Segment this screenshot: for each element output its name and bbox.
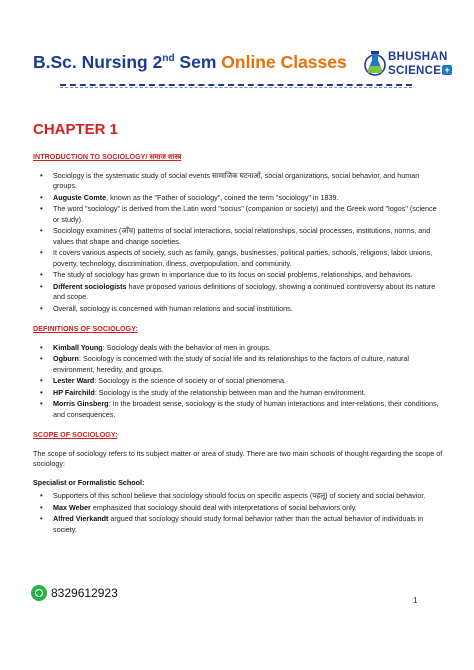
- scope-paragraph: The scope of sociology refers to its subject matter or area of study. There are two main schools of thought regarding the scope of sociology:: [33, 448, 443, 468]
- title-online-classes: Online Classes: [221, 52, 347, 72]
- list-item-lead: Lester Ward: [53, 376, 95, 385]
- list-item: [33, 204, 443, 225]
- list-item: [33, 343, 443, 354]
- list-item-text: , known as the "Father of sociology", coined the term "sociology" in 1839.: [106, 192, 339, 202]
- scope-list: [33, 491, 443, 535]
- list-item: [33, 304, 443, 315]
- list-item-text: : Sociology is the study of the relationship between man and the human environment.: [94, 387, 366, 397]
- list-item-text: It covers various aspects of society, such as family, gangs, businesses, political parties, schools, religions, labor unions, poverty, technology, discrimination, illness, overpopulation, and community.: [53, 248, 433, 268]
- list-item: [33, 248, 443, 269]
- list-item-text: have proposed various definitions of sociology, showing a continued controversy about its nature and scope.: [53, 281, 436, 301]
- intro-heading: INTRODUCTION TO SOCIOLOGY/ समाज शास्त्र: [33, 152, 182, 161]
- scope-heading: SCOPE OF SOCIOLOGY:: [33, 430, 118, 439]
- list-item: [33, 376, 443, 387]
- list-item-text: : Sociology is the science of society or of social phenomena.: [94, 376, 287, 385]
- intro-list: [33, 171, 443, 315]
- list-item-lead: Alfred Vierkandt: [53, 514, 109, 523]
- document-body: [33, 152, 443, 545]
- list-item: [33, 514, 443, 535]
- title-sem: Sem: [174, 52, 222, 72]
- list-item-text: argued that sociology should study formal behavior rather than the actual behavior of individuals in society.: [53, 514, 424, 534]
- logo-line2: SCIENCE: [388, 65, 442, 77]
- header-divider: [60, 84, 412, 86]
- list-item-text: : Sociology is concerned with the study of social life and its relationships to the factors of culture, natural environment, heredity, and groups.: [53, 354, 409, 374]
- list-item: [33, 399, 443, 420]
- list-item-lead: Max Weber: [53, 502, 91, 512]
- title-course: B.Sc. Nursing 2: [33, 52, 163, 72]
- list-item: [33, 491, 443, 502]
- header-divider-secondary: [60, 87, 412, 88]
- list-item: [33, 270, 443, 281]
- definitions-list: [33, 343, 443, 421]
- chapter-heading: CHAPTER 1: [33, 121, 119, 138]
- list-item-lead: Kimball Young: [53, 342, 103, 352]
- list-item-lead: Auguste Comte: [53, 192, 107, 202]
- flask-icon: [364, 48, 386, 80]
- plus-icon: +: [442, 65, 452, 75]
- list-item-lead: Ogburn: [53, 354, 79, 363]
- list-item: [33, 193, 443, 204]
- scope-subheading: Specialist or Formalistic School:: [33, 477, 145, 487]
- list-item-lead: Morris Ginsberg: [53, 399, 109, 408]
- list-item: [33, 388, 443, 399]
- list-item: [33, 503, 443, 514]
- list-item-lead: Different sociologists: [53, 281, 127, 291]
- list-item-text: The study of sociology has grown in importance due to its focus on social problems, relationships, and behaviors.: [53, 270, 413, 279]
- page-number: 1: [413, 596, 418, 605]
- list-item: [33, 354, 443, 375]
- page-header-title: [33, 52, 347, 73]
- list-item-text: : Sociology deals with the behavior of men in groups.: [102, 342, 271, 352]
- bhushan-science-logo: [364, 48, 456, 82]
- definitions-heading: DEFINITIONS OF SOCIOLOGY:: [33, 324, 138, 333]
- list-item-text: Sociology is the systematic study of social events सामाजिक घटनाओं, social organizations, social behavior, and human groups.: [53, 170, 420, 190]
- list-item-text: Overall, sociology is concerned with human relations and social institutions.: [53, 303, 293, 313]
- whatsapp-icon[interactable]: [31, 585, 47, 601]
- logo-line1: BHUSHAN: [388, 51, 448, 63]
- list-item: [33, 171, 443, 192]
- list-item-text: emphasized that sociology should deal with interpretations of social behaviors only.: [90, 502, 357, 512]
- list-item-text: The word "sociology" is derived from the Latin word "socius" (companion or society) and the Greek word "logos" (science or study).: [53, 204, 437, 224]
- list-item: [33, 226, 443, 247]
- title-superscript: nd: [162, 53, 175, 64]
- phone-number[interactable]: 8329612923: [51, 586, 118, 600]
- list-item-text: : In the broadest sense, sociology is the study of human interactions and inter-relations, their conditions, and consequences.: [53, 399, 439, 419]
- list-item: [33, 282, 443, 303]
- list-item-text: Supporters of this school believe that sociology should focus on specific aspects (पहलू) of society and social behavior.: [53, 491, 426, 500]
- list-item-lead: HP Fairchild: [53, 387, 95, 397]
- list-item-text: Sociology examines (जाँच) patterns of social interactions, social relationships, social processes, institutions, norms, and values that shape and change societies.: [53, 226, 431, 246]
